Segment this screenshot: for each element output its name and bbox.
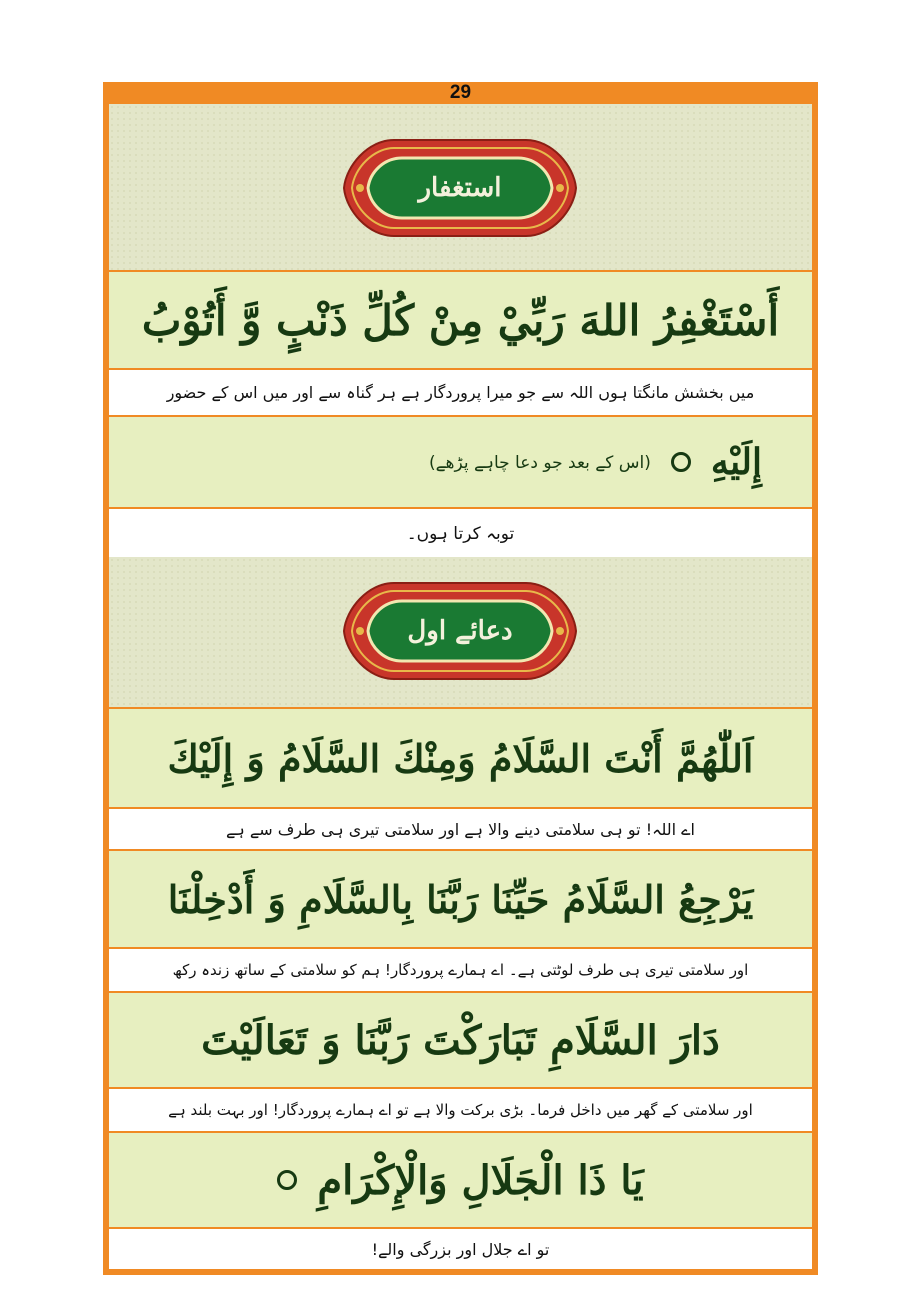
istighfar-arabic-line: أَسْتَغْفِرُ اللهَ رَبِّيْ مِنْ كُلِّ ذَنْبٍ وَّ أَتُوْبُ bbox=[109, 270, 812, 370]
page bbox=[103, 82, 818, 1275]
dua-translation-3: اور سلامتی کے گھر میں داخل فرما۔ بڑی برکت والا ہے تو اے ہمارے پروردگار! اور بہت بلند ہے bbox=[109, 1089, 812, 1131]
page-content bbox=[109, 104, 812, 1269]
dua-arabic-4: يَا ذَا الْجَلَالِ وَالْإِكْرَامِ bbox=[317, 1156, 644, 1204]
istighfar-end-line bbox=[109, 415, 812, 509]
istighfar-title-area bbox=[109, 104, 812, 270]
istighfar-end-group bbox=[429, 441, 762, 483]
istighfar-title: استغفار bbox=[418, 173, 502, 203]
circle-icon bbox=[277, 1170, 297, 1190]
dua-arabic-4-line bbox=[109, 1131, 812, 1229]
dua-title-frame bbox=[342, 579, 578, 683]
istighfar-translation-1: میں بخشش مانگتا ہوں اللہ سے جو میرا پروردگار ہے ہر گناہ سے اور میں اس کے حضور bbox=[109, 370, 812, 415]
dua-arabic-1: اَللّٰهُمَّ أَنْتَ السَّلَامُ وَمِنْكَ السَّلَامُ وَ إِلَيْكَ bbox=[109, 707, 812, 809]
istighfar-title-frame bbox=[342, 136, 578, 240]
dua-translation-1: اے اللہ! تو ہی سلامتی دینے والا ہے اور سلامتی تیری ہی طرف سے ہے bbox=[109, 809, 812, 849]
circle-icon bbox=[671, 452, 691, 472]
page-number: 29 bbox=[449, 82, 472, 103]
dua-translation-2: اور سلامتی تیری ہی طرف لوٹتی ہے۔ اے ہمارے پروردگار! ہم کو سلامتی کے ساتھ زندہ رکھ bbox=[109, 949, 812, 991]
dua-title: دعائے اول bbox=[407, 616, 513, 646]
istighfar-arabic-end: إِلَيْهِ bbox=[710, 441, 762, 483]
istighfar-translation-2: توبہ کرتا ہوں۔ bbox=[109, 509, 812, 557]
dua-title-area bbox=[109, 557, 812, 707]
dua-translation-4: تو اے جلال اور بزرگی والے! bbox=[109, 1229, 812, 1269]
dua-arabic-3: دَارَ السَّلَامِ تَبَارَكْتَ رَبَّنَا وَ تَعَالَيْتَ bbox=[109, 991, 812, 1089]
istighfar-instruction: (اس کے بعد جو دعا چاہے پڑھے) bbox=[428, 452, 651, 473]
dua-arabic-2: يَرْجِعُ السَّلَامُ حَيِّنَا رَبَّنَا بِالسَّلَامِ وَ أَدْخِلْنَا bbox=[109, 849, 812, 949]
dua-arabic-4-group bbox=[277, 1157, 643, 1204]
